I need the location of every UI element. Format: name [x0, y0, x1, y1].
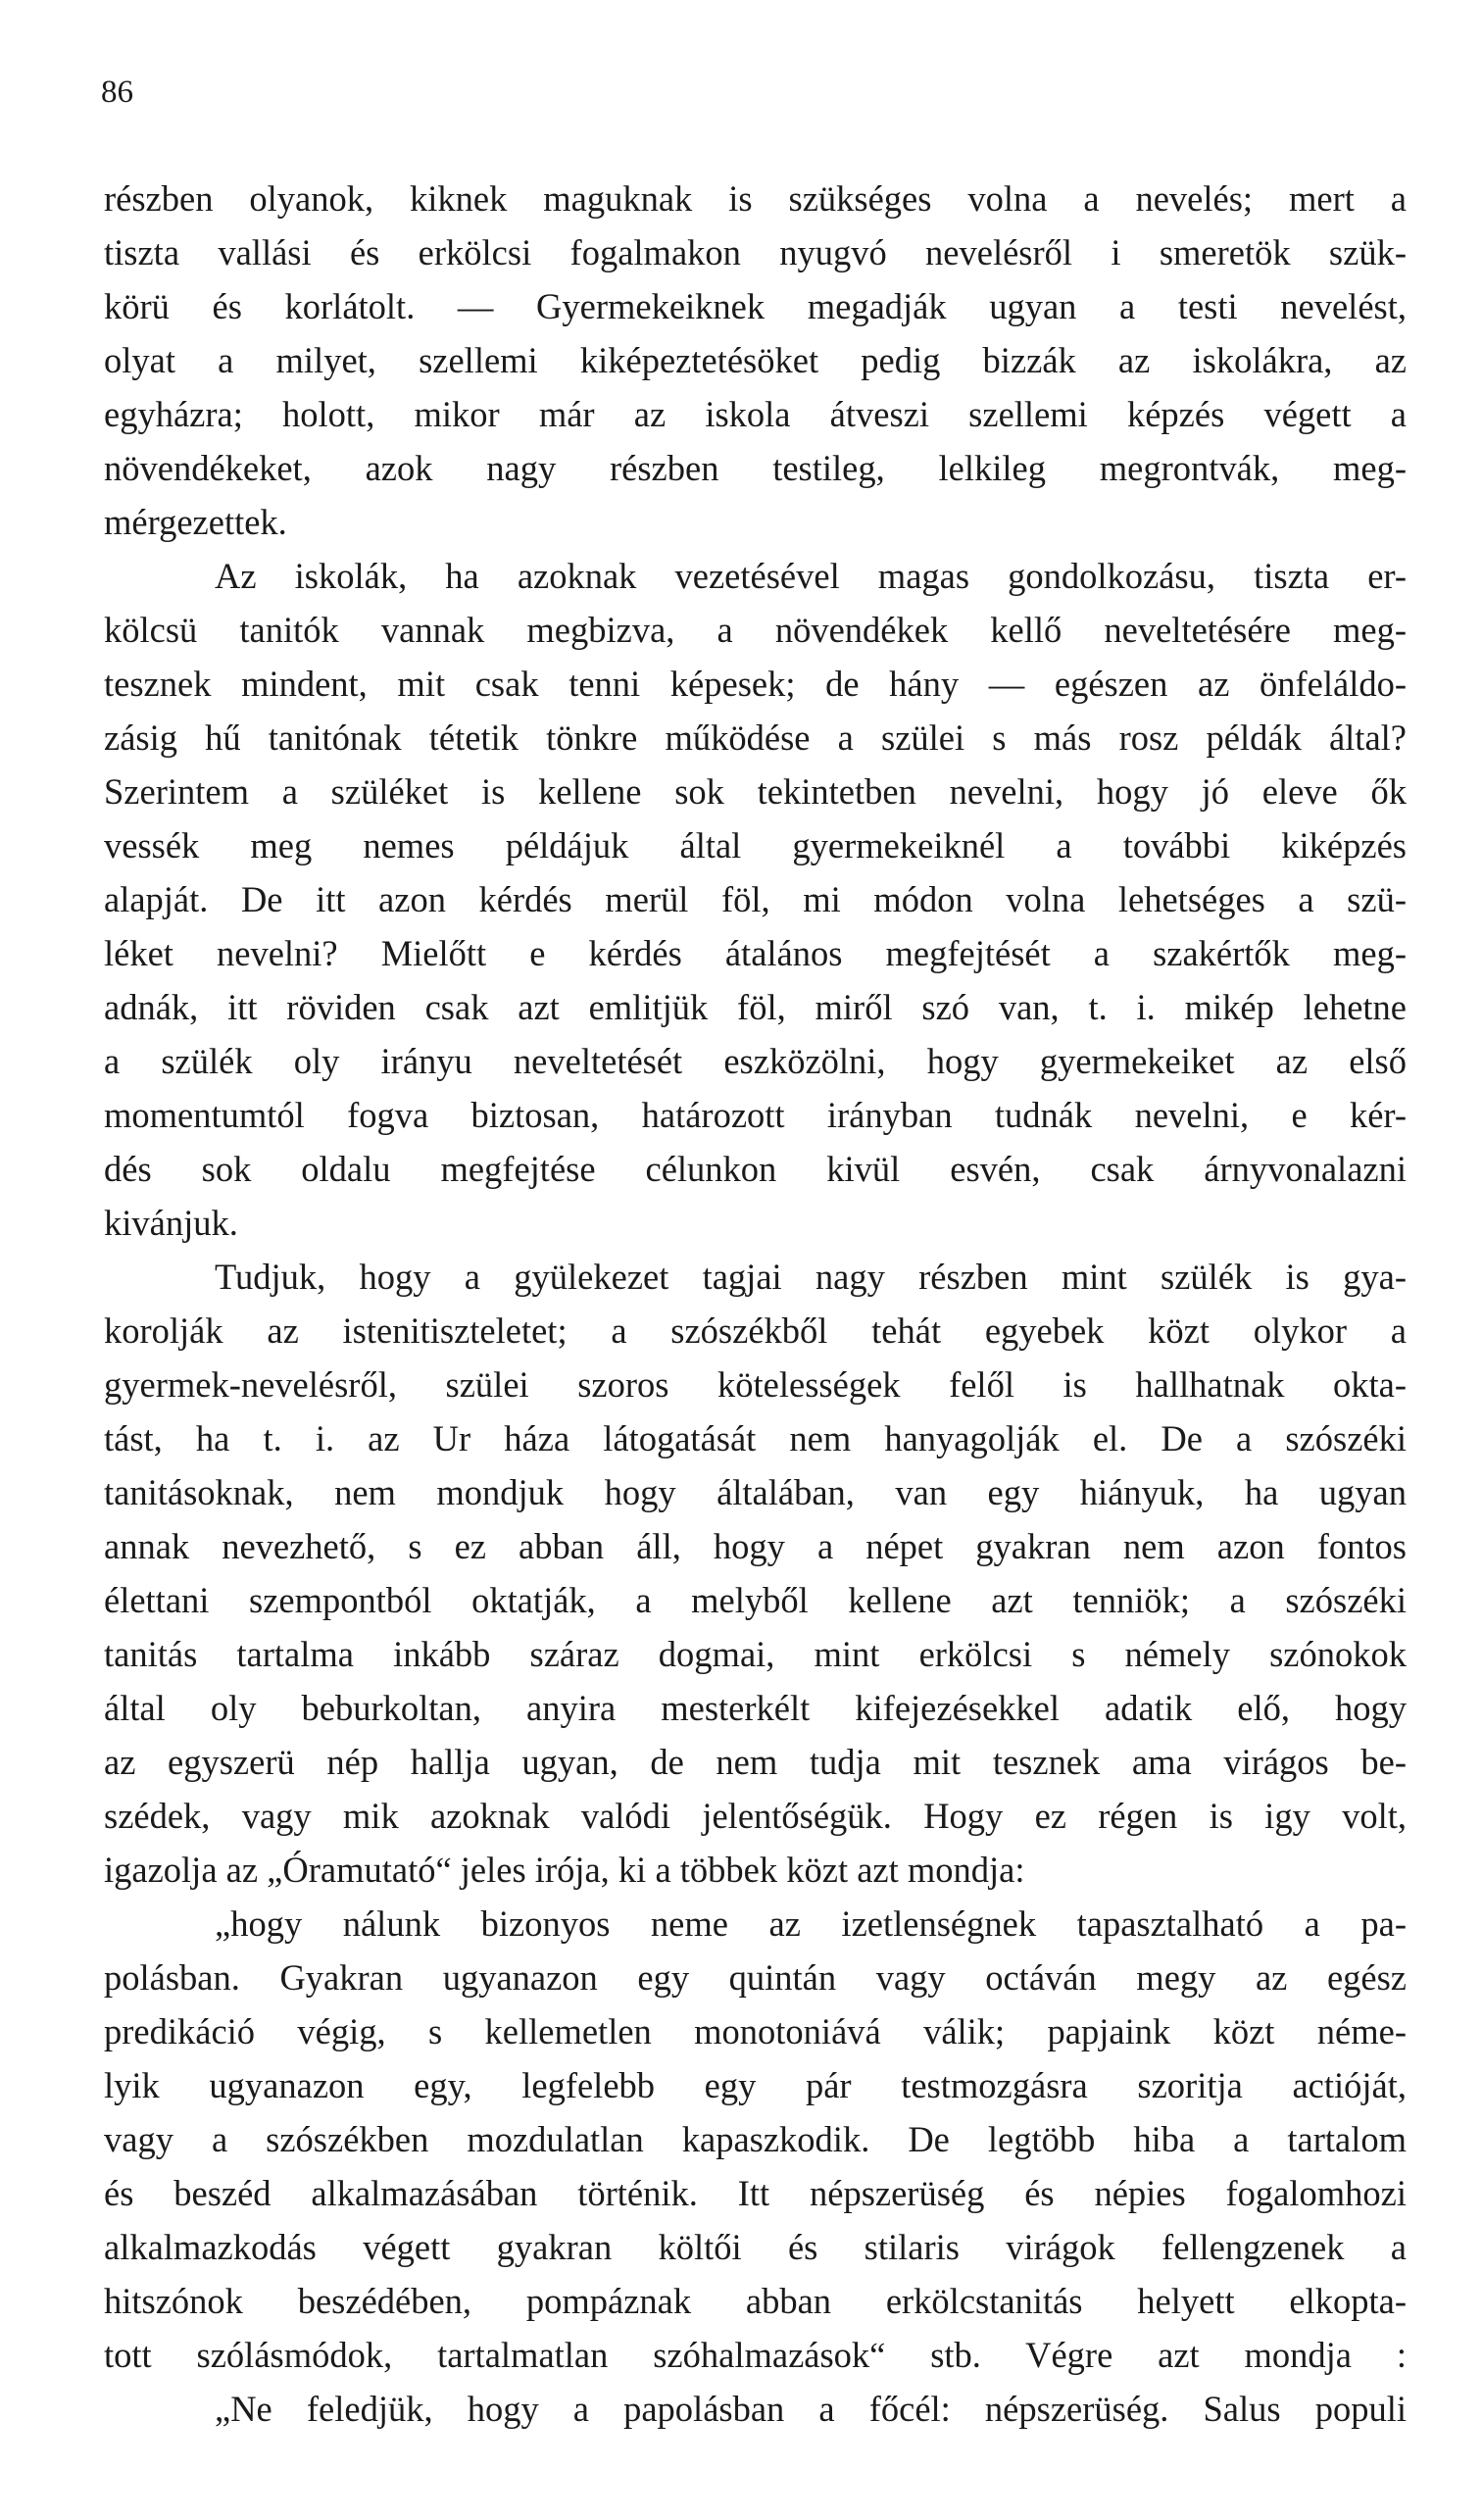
quote-start-line: „hogy nálunk bizonyos neme az izetlenségnek tapasztalható a pa- [215, 1903, 1407, 1944]
text-line: momentumtól fogva biztosan, határozott irányban tudnák nevelni, e kér- [104, 1095, 1407, 1135]
paragraph-start-line: Az iskolák, ha azoknak vezetésével magas gondolkozásu, tiszta er- [215, 556, 1407, 596]
text-line: tott szólásmódok, tartalmatlan szóhalmazások“ stb. Végre azt mondja : [104, 2335, 1407, 2375]
text-line: szédek, vagy mik azoknak valódi jelentőségük. Hogy ez régen is igy volt, [104, 1796, 1407, 1836]
text-line: a szülék oly irányu neveltetését eszközölni, hogy gyermekeiket az első [104, 1041, 1407, 1081]
paragraph-start-line: Tudjuk, hogy a gyülekezet tagjai nagy részben mint szülék is gya- [215, 1257, 1407, 1297]
text-line: korolják az istenitiszteletet; a szószékből tehát egyebek közt olykor a [104, 1310, 1407, 1351]
text-line: tesznek mindent, mit csak tenni képesek; de hány — egészen az önfeláldo- [104, 664, 1407, 704]
text-line: igazolja az „Óramutató“ jeles irója, ki a többek közt azt mondja: [104, 1850, 1025, 1890]
text-line: olyat a milyet, szellemi kiképeztetésöket pedig bizzák az iskolákra, az [104, 340, 1407, 380]
text-line: léket nevelni? Mielőtt e kérdés átalános megfejtését a szakértők meg- [104, 933, 1407, 973]
text-line: alkalmazkodás végett gyakran költői és stilaris virágok fellengzenek a [104, 2227, 1407, 2267]
text-line: vagy a szószékben mozdulatlan kapaszkodik. De legtöbb hiba a tartalom [104, 2119, 1407, 2159]
text-line: élettani szempontból oktatják, a melyből kellene azt tenniök; a szószéki [104, 1580, 1407, 1620]
text-line: részben olyanok, kiknek maguknak is szükséges volna a nevelés; mert a [104, 178, 1407, 219]
text-line: növendékeket, azok nagy részben testileg, lelkileg megrontvák, meg- [104, 448, 1407, 488]
text-line: annak nevezhető, s ez abban áll, hogy a népet gyakran nem azon fontos [104, 1526, 1407, 1566]
text-line: adnák, itt röviden csak azt emlitjük föl, miről szó van, t. i. mikép lehetne [104, 987, 1407, 1027]
text-line: által oly beburkoltan, anyira mesterkélt kifejezésekkel adatik elő, hogy [104, 1688, 1407, 1728]
text-line: tanitás tartalma inkább száraz dogmai, mint erkölcsi s némely szónokok [104, 1634, 1407, 1674]
text-line: kivánjuk. [104, 1203, 238, 1243]
text-line: kölcsü tanitók vannak megbizva, a növendékek kellő neveltetésére meg- [104, 610, 1407, 650]
page-number: 86 [101, 74, 133, 110]
text-line: lyik ugyanazon egy, legfelebb egy pár testmozgásra szoritja actióját, [104, 2065, 1407, 2105]
text-line: Szerintem a szüléket is kellene sok tekintetben nevelni, hogy jó eleve ők [104, 771, 1407, 812]
body-text [104, 172, 1407, 2436]
text-line: és beszéd alkalmazásában történik. Itt népszerüség és népies fogalomhozi [104, 2173, 1407, 2213]
text-line: gyermek-nevelésről, szülei szoros kötelességek felől is hallhatnak okta- [104, 1364, 1407, 1405]
text-line: tiszta vallási és erkölcsi fogalmakon nyugvó nevelésről i smeretök szük- [104, 232, 1407, 272]
text-line: egyházra; holott, mikor már az iskola átveszi szellemi képzés végett a [104, 394, 1407, 434]
text-line: vessék meg nemes példájuk által gyermekeiknél a további kiképzés [104, 825, 1407, 865]
text-line: alapját. De itt azon kérdés merül föl, mi módon volna lehetséges a szü- [104, 879, 1407, 919]
text-line: tást, ha t. i. az Ur háza látogatását nem hanyagolják el. De a szószéki [104, 1418, 1407, 1458]
text-line: körü és korlátolt. — Gyermekeiknek megadják ugyan a testi nevelést, [104, 286, 1407, 326]
text-line: predikáció végig, s kellemetlen monotoniává válik; papjaink közt néme- [104, 2011, 1407, 2051]
text-line: zásig hű tanitónak tétetik tönkre működése a szülei s más rosz példák által? [104, 717, 1407, 758]
quote-start-line: „Ne feledjük, hogy a papolásban a főcél: népszerüség. Salus populi [215, 2389, 1407, 2429]
text-line: az egyszerü nép hallja ugyan, de nem tudja mit tesznek ama virágos be- [104, 1742, 1407, 1782]
text-line: dés sok oldalu megfejtése célunkon kivül esvén, csak árnyvonalazni [104, 1149, 1407, 1189]
text-line: polásban. Gyakran ugyanazon egy quintán vagy octáván megy az egész [104, 1957, 1407, 1998]
text-line: hitszónok beszédében, pompáznak abban erkölcstanitás helyett elkopta- [104, 2281, 1407, 2321]
text-line: tanitásoknak, nem mondjuk hogy általában, van egy hiányuk, ha ugyan [104, 1472, 1407, 1512]
text-line: mérgezettek. [104, 502, 287, 542]
